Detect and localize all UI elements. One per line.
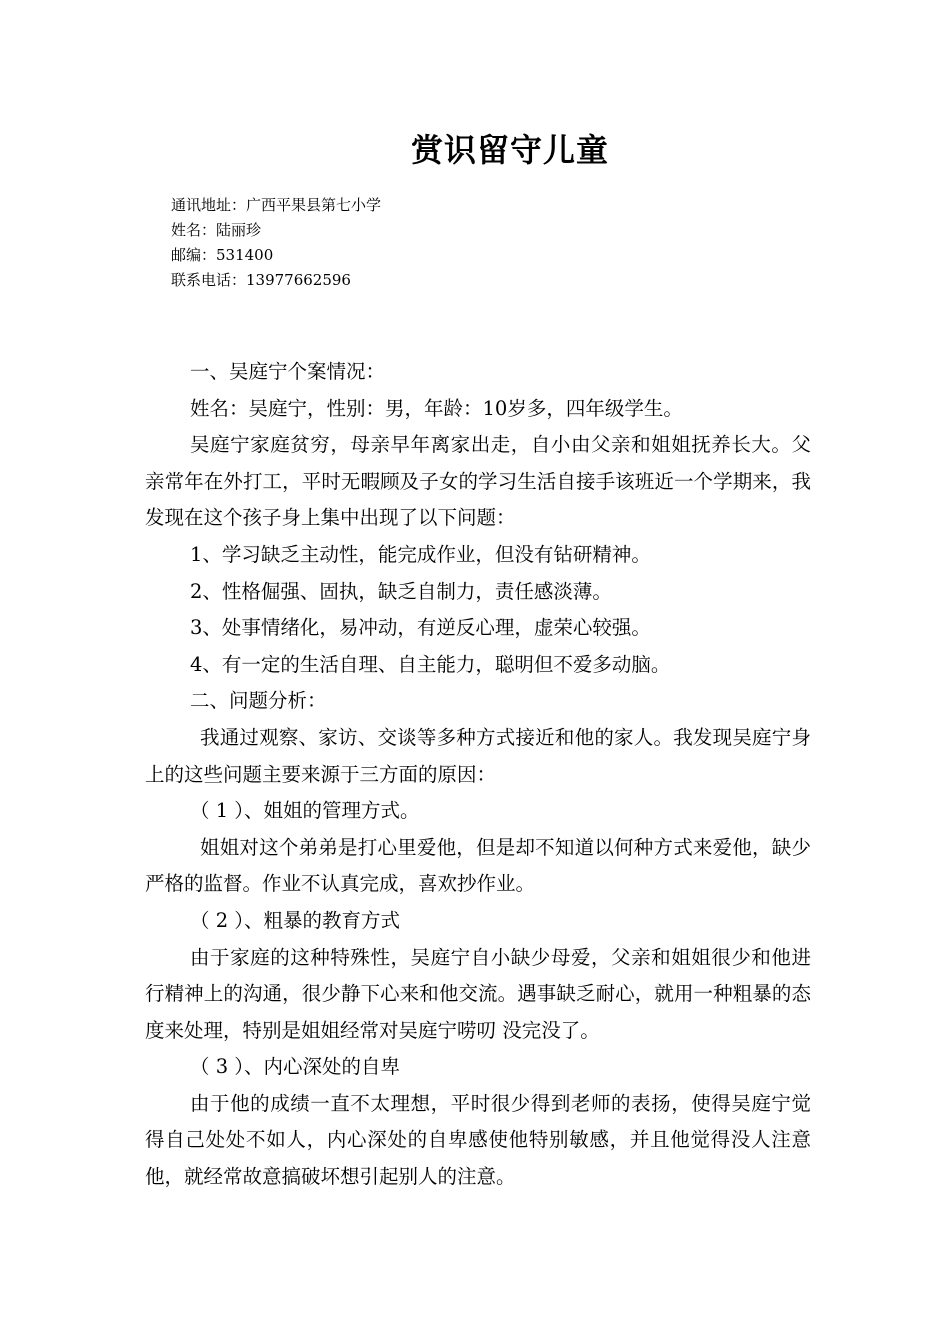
paragraph: 姓名：吴庭宁，性别：男，年龄：10岁多，四年级学生。 xyxy=(190,396,683,420)
postcode-line: 邮编：531400 xyxy=(171,246,274,264)
author-info xyxy=(171,193,381,293)
document-body xyxy=(145,354,811,1196)
list-item: 1、学习缺乏主动性，能完成作业，但没有钻研精神。 xyxy=(190,542,651,566)
section-heading-analysis: 二、问题分析： xyxy=(190,689,327,713)
subheading: （ 3 ）、内心深处的自卑 xyxy=(190,1055,401,1079)
section-heading-case: 一、吴庭宁个案情况： xyxy=(190,360,386,383)
list-item: 4、有一定的生活自理、自主能力，聪明但不爱多动脑。 xyxy=(190,652,671,676)
subheading: （ 1 ）、姐姐的管理方式。 xyxy=(190,799,420,823)
subheading: （ 2 ）、粗暴的教育方式 xyxy=(190,908,401,932)
paragraph: 吴庭宁家庭贫穷，母亲早年离家出走，自小由父亲和姐姐抚养长大。父亲常年在外打工，平时无暇顾及子女的学习生活自接手该班近一个学期来，我发现在这个孩子身上集中出现了以下问题： xyxy=(145,433,811,530)
address-line: 通讯地址：广西平果县第七小学 xyxy=(171,196,382,214)
phone-line: 联系电话：13977662596 xyxy=(171,271,351,289)
list-item: 2、性格倔强、固执，缺乏自制力，责任感淡薄。 xyxy=(190,579,612,603)
document-title: 赏识留守儿童 xyxy=(410,131,609,169)
list-item: 3、处事情绪化，易冲动，有逆反心理，虚荣心较强。 xyxy=(190,616,651,640)
paragraph: 姐姐对这个弟弟是打心里爱他，但是却不知道以何种方式来爱他，缺少严格的监督。作业不认真完成，喜欢抄作业。 xyxy=(145,835,811,896)
paragraph: 由于他的成绩一直不太理想，平时很少得到老师的表扬，使得吴庭宁觉得自己处处不如人，内心深处的自卑感使他特别敏感，并且他觉得没人注意他，就经常故意搞破坏想引起别人的注意。 xyxy=(145,1091,811,1189)
paragraph: 由于家庭的这种特殊性，吴庭宁自小缺少母爱，父亲和姐姐很少和他进行精神上的沟通，很少静下心来和他交流。遇事缺乏耐心，就用一种粗暴的态度来处理，特别是姐姐经常对吴庭宁唠叨 没完没了。 xyxy=(145,945,811,1042)
name-line: 姓名：陆丽珍 xyxy=(171,221,262,239)
paragraph: 我通过观察、家访、交谈等多种方式接近和他的家人。我发现吴庭宁身上的这些问题主要来源于三方面的原因： xyxy=(145,725,811,786)
